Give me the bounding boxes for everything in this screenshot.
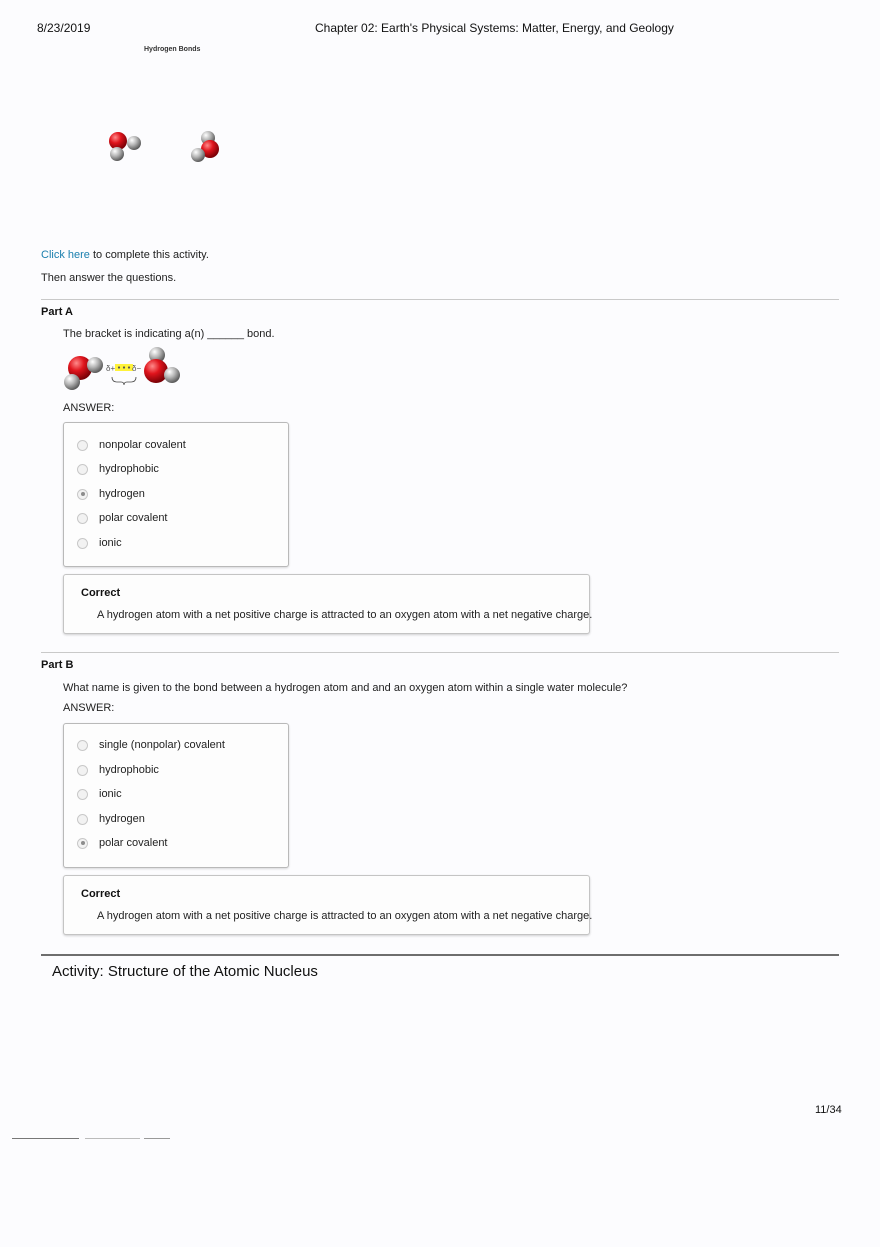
radio-button[interactable]	[77, 814, 88, 825]
radio-button-selected[interactable]	[77, 838, 88, 849]
radio-button-selected[interactable]	[77, 489, 88, 500]
activity-title: Activity: Structure of the Atomic Nucleus	[52, 963, 318, 980]
radio-button[interactable]	[77, 765, 88, 776]
hydrogen-bond-diagram	[60, 343, 185, 393]
part-a-option[interactable]	[77, 437, 186, 453]
part-b-answer-label: ANSWER:	[63, 702, 115, 714]
cut-off-artifact	[12, 1138, 79, 1139]
part-a-option[interactable]	[77, 486, 145, 502]
click-here-link[interactable]: Click here	[41, 249, 90, 261]
part-b-feedback	[63, 875, 593, 935]
part-b-option[interactable]	[77, 737, 225, 753]
part-b-option[interactable]	[77, 762, 159, 778]
radio-button[interactable]	[77, 440, 88, 451]
figure-caption: Hydrogen Bonds	[144, 46, 201, 53]
option-label: ionic	[99, 788, 122, 800]
cut-off-artifact	[85, 1138, 140, 1139]
part-a-question: The bracket is indicating a(n) ______ bond.	[63, 328, 275, 340]
delta-plus-label: δ+	[106, 364, 116, 373]
option-label: hydrogen	[99, 813, 145, 825]
radio-button[interactable]	[77, 789, 88, 800]
feedback-text: A hydrogen atom with a net positive charge is attracted to an oxygen atom with a net negative charge.	[97, 609, 593, 621]
feedback-title: Correct	[81, 587, 121, 599]
radio-button[interactable]	[77, 538, 88, 549]
part-b-answer-box	[63, 723, 289, 868]
option-label: polar covalent	[99, 512, 168, 524]
print-date: 8/23/2019	[37, 21, 91, 35]
radio-button[interactable]	[77, 464, 88, 475]
part-a-option[interactable]	[77, 461, 159, 477]
divider	[41, 652, 839, 653]
section-divider	[41, 954, 839, 956]
page-number: 11/34	[815, 1104, 842, 1116]
part-a-title: Part A	[41, 306, 73, 318]
part-b-option[interactable]	[77, 786, 122, 802]
radio-button[interactable]	[77, 513, 88, 524]
divider	[41, 299, 839, 300]
water-molecule-2	[187, 128, 229, 166]
part-a-option[interactable]	[77, 535, 122, 551]
part-a-option[interactable]	[77, 510, 168, 526]
water-molecule-1	[105, 128, 147, 166]
radio-button[interactable]	[77, 740, 88, 751]
part-a-answer-label: ANSWER:	[63, 402, 115, 414]
cut-off-artifact	[144, 1138, 170, 1139]
part-b-option[interactable]	[77, 811, 145, 827]
intro-suffix: to complete this activity.	[89, 249, 209, 261]
delta-minus-label: δ−	[132, 364, 142, 373]
feedback-text: A hydrogen atom with a net positive charge is attracted to an oxygen atom with a net negative charge.	[97, 910, 593, 922]
part-b-option[interactable]	[77, 835, 168, 851]
option-label: polar covalent	[99, 837, 168, 849]
option-label: single (nonpolar) covalent	[99, 739, 225, 751]
intro-then: Then answer the questions.	[41, 272, 177, 284]
page-header-title: Chapter 02: Earth's Physical Systems: Matter, Energy, and Geology	[315, 21, 674, 35]
option-label: ionic	[99, 537, 122, 549]
option-label: hydrophobic	[99, 463, 159, 475]
part-a-answer-box	[63, 422, 289, 567]
part-a-feedback	[63, 574, 593, 634]
feedback-title: Correct	[81, 888, 121, 900]
intro-instruction	[41, 249, 209, 261]
option-label: hydrogen	[99, 488, 145, 500]
option-label: hydrophobic	[99, 764, 159, 776]
part-b-question: What name is given to the bond between a hydrogen atom and and an oxygen atom within a single water molecule?	[63, 682, 628, 694]
part-b-title: Part B	[41, 659, 74, 671]
option-label: nonpolar covalent	[99, 439, 186, 451]
